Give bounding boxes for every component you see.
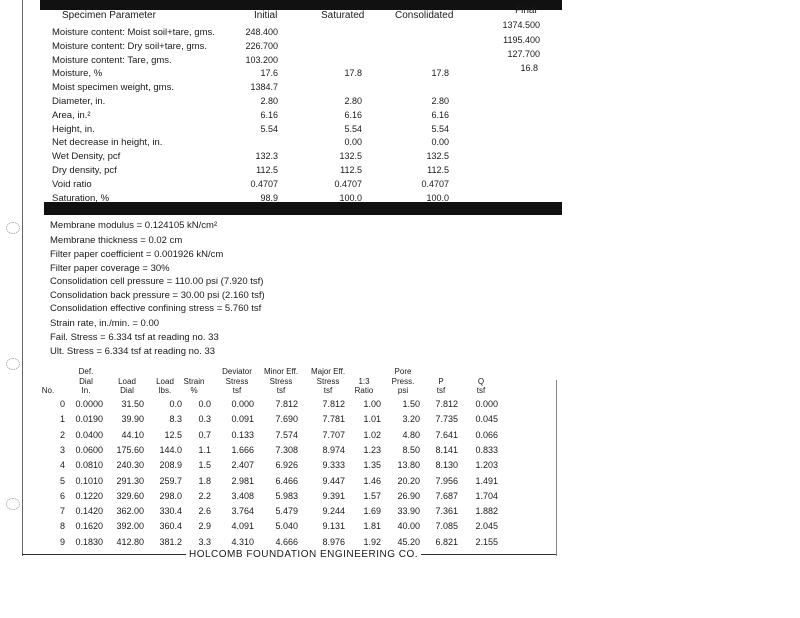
test-note: Ult. Stress = 6.334 tsf at reading no. 33 <box>50 346 216 357</box>
header-final: Final <box>515 5 537 16</box>
reading-cell: 1 <box>59 414 65 425</box>
column-header: No. <box>41 386 55 395</box>
reading-cell: 9.131 <box>322 521 345 532</box>
reading-cell: 2.2 <box>198 490 211 501</box>
company-footer: HOLCOMB FOUNDATION ENGINEERING CO. <box>186 549 421 560</box>
reading-cell: 13.80 <box>397 460 420 471</box>
reading-cell: 0.1830 <box>75 536 103 547</box>
reading-cell: 0.0190 <box>75 414 103 425</box>
column-header: 1:3 <box>358 377 370 386</box>
parameter-value-saturated: 0.4707 <box>334 178 362 189</box>
parameter-value-initial: 112.5 <box>256 165 278 175</box>
reading-cell: 329.60 <box>116 490 144 501</box>
reading-cell: 0.0600 <box>75 444 103 455</box>
reading-cell: 144.0 <box>159 444 182 455</box>
column-header: Deviator <box>222 367 252 376</box>
reading-cell: 1.57 <box>363 490 381 501</box>
reading-cell: 0.091 <box>231 414 254 425</box>
reading-cell: 330.4 <box>159 506 182 517</box>
test-note: Fail. Stress = 6.334 tsf at reading no. 33 <box>50 332 219 343</box>
column-header: In. <box>81 386 91 395</box>
parameter-value-consolidated: 132.5 <box>426 151 449 162</box>
reading-cell: 1.02 <box>363 429 381 440</box>
reading-cell: 2.407 <box>231 460 254 471</box>
reading-cell: 1.882 <box>475 506 498 517</box>
column-header: Dial <box>120 386 134 395</box>
column-header: % <box>190 386 198 395</box>
test-note: Filter paper coverage = 30% <box>50 263 170 274</box>
column-header: tsf <box>276 386 286 395</box>
reading-cell: 0 <box>59 399 65 409</box>
parameter-value-initial: 226.700 <box>245 40 278 51</box>
header-saturated: Saturated <box>321 10 365 21</box>
parameter-value-saturated: 2.80 <box>344 96 362 106</box>
parameter-label: Moisture content: Moist soil+tare, gms. <box>52 27 215 38</box>
reading-cell: 6.926 <box>275 460 298 471</box>
reading-cell: 0.1620 <box>75 521 103 532</box>
reading-cell: 4.80 <box>402 429 420 440</box>
reading-cell: 6.466 <box>275 475 298 486</box>
reading-cell: 7.308 <box>275 444 298 455</box>
reading-cell: 9.333 <box>322 460 345 471</box>
parameter-label: Diameter, in. <box>52 96 106 107</box>
reading-cell: 3 <box>59 444 65 455</box>
frame-left-line <box>22 0 23 556</box>
header-band-middle <box>44 202 562 215</box>
reading-cell: 7 <box>59 506 65 517</box>
reading-cell: 7.690 <box>275 414 298 425</box>
reading-cell: 5.983 <box>275 490 298 501</box>
column-header: tsf <box>476 386 486 395</box>
column-header: Strain <box>183 377 205 386</box>
reading-cell: 5.479 <box>275 506 298 517</box>
parameter-label: Moisture content: Tare, gms. <box>52 54 172 66</box>
reading-cell: 0.000 <box>231 399 254 409</box>
column-header: Def. <box>78 367 94 376</box>
test-note: Membrane modulus = 0.124105 kN/cm² <box>50 220 218 231</box>
parameter-value-saturated: 132.5 <box>339 151 362 162</box>
column-header: Ratio <box>354 386 374 395</box>
reading-cell: 6 <box>59 490 65 501</box>
reading-cell: 175.60 <box>116 444 144 455</box>
test-note: Filter paper coefficient = 0.001926 kN/cm <box>50 249 224 260</box>
reading-cell: 259.7 <box>159 475 182 486</box>
test-note: Consolidation cell pressure = 110.00 psi (7.920 tsf) <box>50 276 264 287</box>
parameter-value-initial: 132.3 <box>255 151 278 162</box>
parameter-value-saturated: 6.16 <box>344 109 362 120</box>
reading-cell: 7.781 <box>322 414 345 425</box>
parameter-value-final: 16.8 <box>520 63 538 73</box>
column-header: Major Eff. <box>310 367 346 376</box>
reading-cell: 4.091 <box>231 521 254 532</box>
reading-cell: 20.20 <box>397 475 420 486</box>
parameter-value-consolidated: 100.0 <box>426 192 449 203</box>
column-header: Press. <box>391 377 415 386</box>
reading-cell: 0.066 <box>475 429 498 440</box>
test-note: Consolidation back pressure = 30.00 psi (2.160 tsf) <box>50 290 265 301</box>
reading-cell: 0.0810 <box>75 460 103 471</box>
header-specimen-parameter: Specimen Parameter <box>62 10 156 21</box>
reading-cell: 0.0 <box>169 399 182 409</box>
parameter-value-saturated: 0.00 <box>344 137 362 148</box>
column-header: Stress <box>225 377 249 386</box>
reading-cell: 1.81 <box>363 521 381 532</box>
reading-cell: 5 <box>59 475 65 486</box>
reading-cell: 0.7 <box>198 429 211 440</box>
reading-cell: 8.3 <box>169 414 182 425</box>
header-band-top <box>40 0 562 10</box>
parameter-value-consolidated: 17.8 <box>431 68 449 79</box>
reading-cell: 3.3 <box>198 536 211 547</box>
reading-cell: 2.9 <box>198 521 211 532</box>
reading-cell: 0.000 <box>475 399 498 409</box>
parameter-value-initial: 6.16 <box>260 109 278 120</box>
column-header: tsf <box>232 386 242 395</box>
parameter-label: Moisture content: Dry soil+tare, gms. <box>52 40 207 52</box>
parameter-label: Saturation, % <box>52 192 110 204</box>
reading-cell: 1.704 <box>475 490 498 501</box>
reading-cell: 8 <box>59 521 65 532</box>
parameter-value-consolidated: 6.16 <box>431 109 449 120</box>
reading-cell: 1.01 <box>363 414 381 425</box>
reading-cell: 44.10 <box>121 429 144 440</box>
reading-cell: 1.69 <box>363 506 381 517</box>
reading-cell: 4.666 <box>275 536 298 547</box>
reading-cell: 3.408 <box>231 490 254 501</box>
reading-cell: 2.6 <box>198 506 211 517</box>
column-header: psi <box>397 386 409 395</box>
reading-cell: 1.666 <box>231 444 254 455</box>
column-header: Load <box>118 377 136 386</box>
parameter-value-initial: 17.6 <box>260 68 278 79</box>
reading-cell: 4.310 <box>231 536 254 547</box>
reading-cell: 0.0 <box>198 399 211 409</box>
reading-cell: 2.045 <box>475 521 498 532</box>
reading-cell: 0.045 <box>475 414 498 425</box>
parameter-label: Dry density, pcf <box>52 165 117 176</box>
reading-cell: 8.141 <box>435 444 458 455</box>
reading-cell: 1.5 <box>198 460 211 471</box>
parameter-value-saturated: 5.54 <box>344 123 362 134</box>
reading-cell: 7.812 <box>275 399 298 409</box>
reading-cell: 7.707 <box>322 429 345 440</box>
reading-cell: 360.4 <box>159 521 182 532</box>
column-header: Minor Eff. <box>263 367 299 376</box>
reading-cell: 9.447 <box>322 475 345 486</box>
reading-cell: 2.155 <box>475 536 498 547</box>
reading-cell: 8.130 <box>435 460 458 471</box>
reading-cell: 7.085 <box>435 521 458 532</box>
reading-cell: 7.735 <box>435 414 458 425</box>
reading-cell: 412.80 <box>116 536 144 547</box>
scan-punch-mark <box>6 222 20 234</box>
column-header: Pore <box>394 367 412 376</box>
frame-right-line <box>556 380 557 556</box>
reading-cell: 240.30 <box>116 460 144 471</box>
header-consolidated: Consolidated <box>395 10 454 21</box>
parameter-label: Moist specimen weight, gms. <box>52 82 174 94</box>
reading-cell: 7.687 <box>435 490 458 501</box>
reading-cell: 0.833 <box>475 444 498 455</box>
parameter-value-final: 1374.500 <box>502 20 540 30</box>
reading-cell: 1.203 <box>475 460 498 471</box>
test-note: Membrane thickness = 0.02 cm <box>50 235 183 246</box>
parameter-value-final: 1195.400 <box>503 35 540 45</box>
parameter-value-saturated: 112.5 <box>340 165 362 175</box>
reading-cell: 7.574 <box>275 429 298 440</box>
parameter-label: Moisture, % <box>52 68 103 80</box>
reading-cell: 2.981 <box>231 475 254 486</box>
reading-cell: 7.641 <box>435 429 458 440</box>
reading-cell: 45.20 <box>397 536 420 547</box>
reading-cell: 2 <box>59 429 65 440</box>
reading-cell: 1.1 <box>198 444 211 455</box>
parameter-value-saturated: 17.8 <box>344 68 362 79</box>
parameter-value-initial: 98.9 <box>260 192 278 203</box>
reading-cell: 8.974 <box>322 444 345 455</box>
parameter-value-final: 127.700 <box>507 49 540 59</box>
scan-punch-mark <box>6 358 20 370</box>
parameter-value-consolidated: 5.54 <box>431 123 449 134</box>
reading-cell: 0.1220 <box>75 490 103 501</box>
column-header: P <box>438 377 444 386</box>
scan-punch-mark <box>6 498 20 510</box>
parameter-value-consolidated: 112.5 <box>427 165 449 175</box>
reading-cell: 33.90 <box>397 506 420 517</box>
reading-cell: 9.244 <box>322 506 345 517</box>
reading-cell: 1.23 <box>363 444 381 455</box>
reading-cell: 1.491 <box>475 475 498 486</box>
reading-cell: 39.90 <box>121 414 144 425</box>
reading-cell: 7.812 <box>435 399 458 409</box>
reading-cell: 3.764 <box>231 506 254 517</box>
reading-cell: 9 <box>59 536 65 547</box>
reading-cell: 40.00 <box>397 521 420 532</box>
reading-cell: 381.2 <box>159 536 182 547</box>
reading-cell: 1.46 <box>363 475 381 486</box>
column-header: Stress <box>269 377 293 386</box>
parameter-label: Wet Density, pcf <box>52 151 121 163</box>
parameter-value-initial: 0.4707 <box>250 178 278 189</box>
column-header: Q <box>477 377 485 386</box>
reading-cell: 1.35 <box>363 460 381 471</box>
reading-cell: 1.8 <box>198 475 211 486</box>
reading-cell: 7.956 <box>435 475 458 486</box>
reading-cell: 1.50 <box>402 399 420 409</box>
parameter-label: Void ratio <box>52 178 92 190</box>
column-header: tsf <box>323 386 333 395</box>
reading-cell: 9.391 <box>322 490 345 501</box>
reading-cell: 1.92 <box>363 536 381 547</box>
test-note: Strain rate, in./min. = 0.00 <box>50 318 160 329</box>
reading-cell: 0.3 <box>198 414 211 425</box>
column-header: lbs. <box>158 386 172 395</box>
parameter-value-initial: 5.54 <box>260 123 278 134</box>
reading-cell: 12.5 <box>164 429 182 440</box>
parameter-value-consolidated: 0.00 <box>431 137 449 148</box>
column-header: Stress <box>316 377 340 386</box>
parameter-value-initial: 248.400 <box>245 27 278 37</box>
reading-cell: 291.30 <box>116 475 144 486</box>
reading-cell: 392.00 <box>116 521 144 532</box>
reading-cell: 4 <box>59 460 65 471</box>
parameter-value-consolidated: 2.80 <box>431 96 449 106</box>
reading-cell: 7.812 <box>322 399 345 409</box>
reading-cell: 298.0 <box>159 490 182 501</box>
reading-cell: 7.361 <box>435 506 458 517</box>
reading-cell: 26.90 <box>397 490 420 501</box>
column-header: tsf <box>436 386 446 395</box>
reading-cell: 6.821 <box>435 536 458 547</box>
reading-cell: 3.20 <box>402 414 420 425</box>
parameter-label: Net decrease in height, in. <box>52 137 163 149</box>
reading-cell: 0.1420 <box>75 506 103 517</box>
test-note: Consolidation effective confining stress = 5.760 tsf <box>50 303 262 314</box>
reading-cell: 31.50 <box>121 399 144 409</box>
reading-cell: 8.976 <box>322 536 345 547</box>
reading-cell: 362.00 <box>116 506 144 517</box>
reading-cell: 5.040 <box>275 521 298 532</box>
reading-cell: 0.1010 <box>75 475 103 486</box>
reading-cell: 0.0400 <box>75 429 103 440</box>
reading-cell: 8.50 <box>402 444 420 455</box>
parameter-value-consolidated: 0.4707 <box>421 178 449 189</box>
parameter-label: Area, in.² <box>52 109 91 121</box>
column-header: Dial <box>79 377 93 386</box>
reading-cell: 0.0000 <box>75 399 103 409</box>
parameter-value-initial: 103.200 <box>245 54 278 65</box>
parameter-value-initial: 2.80 <box>260 96 278 106</box>
reading-cell: 1.00 <box>363 399 381 409</box>
parameter-value-saturated: 100.0 <box>339 192 362 203</box>
parameter-label: Height, in. <box>52 123 95 135</box>
reading-cell: 208.9 <box>159 460 182 471</box>
parameter-value-initial: 1384.7 <box>250 82 278 93</box>
column-header: Load <box>156 377 174 386</box>
header-initial: Initial <box>254 10 278 21</box>
reading-cell: 0.133 <box>231 429 254 440</box>
